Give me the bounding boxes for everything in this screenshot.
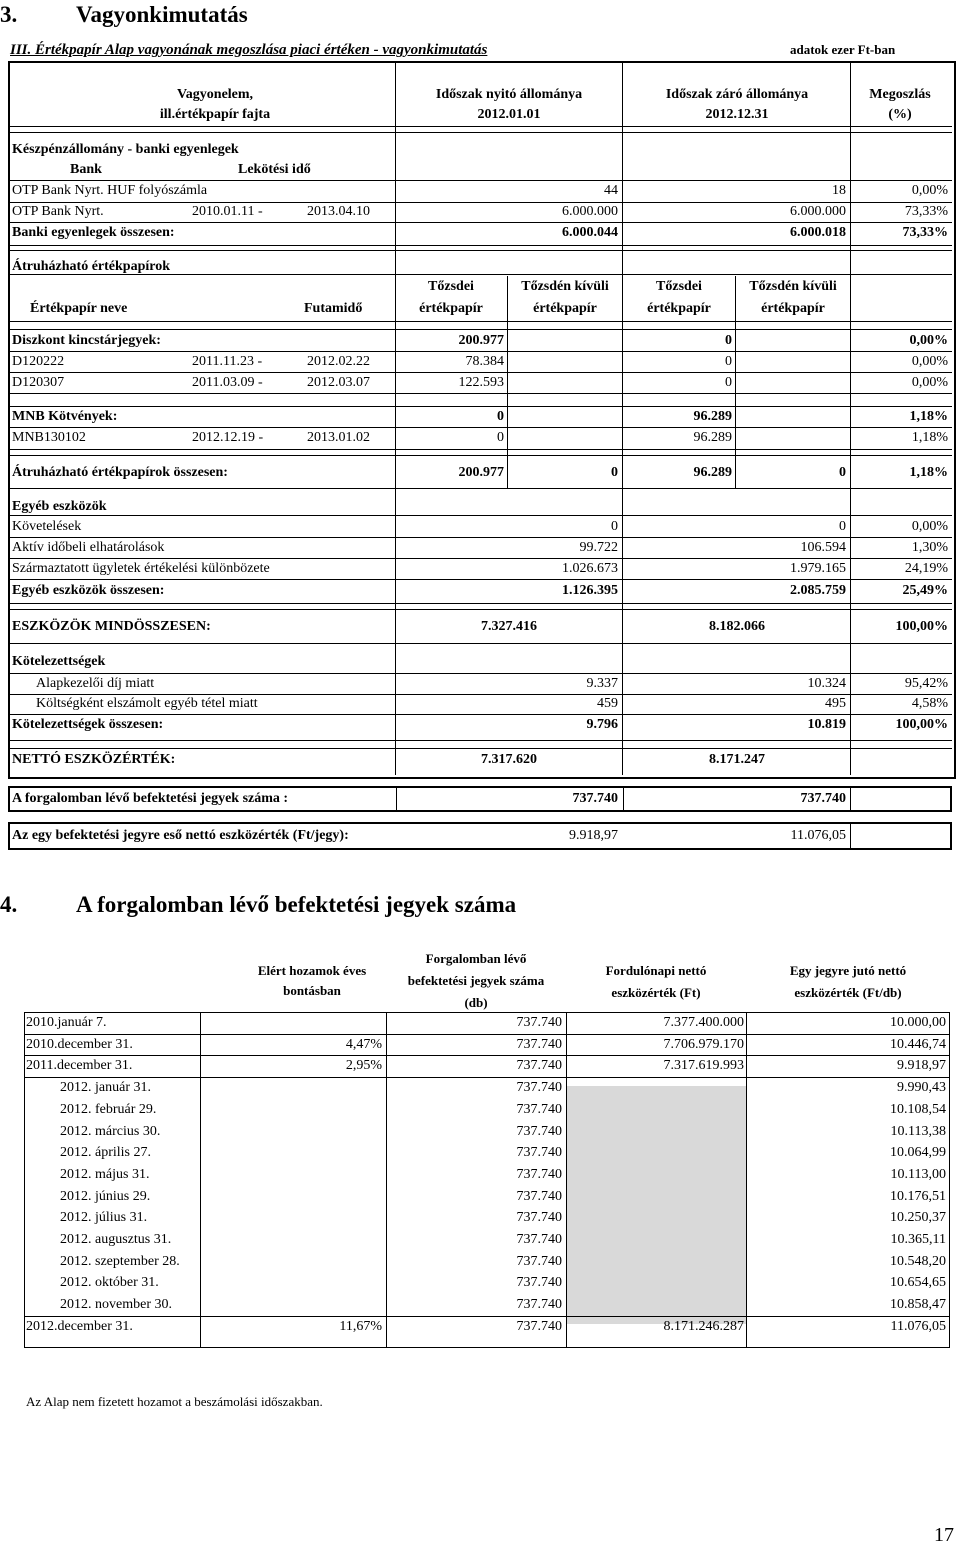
row-per: 10.064,99	[890, 1145, 946, 1161]
kivuli-close-header-1: Tőzsdén kívüli	[749, 279, 837, 294]
footnote: Az Alap nem fizetett hozamot a beszámolási időszakban.	[26, 1394, 323, 1409]
section-title: A forgalomban lévő befektetési jegyek száma	[76, 892, 517, 917]
grid-hline	[10, 748, 952, 749]
other-row-open: 1.026.673	[562, 561, 618, 576]
grid-hline	[10, 488, 952, 489]
grid-hline	[10, 558, 952, 559]
securities-total-pct: 1,18%	[909, 465, 948, 480]
row-per: 10.113,38	[890, 1123, 946, 1139]
row-per: 10.000,00	[890, 1015, 946, 1030]
table-row	[24, 1186, 948, 1208]
grid-hline	[10, 537, 952, 538]
row-count: 737.740	[516, 1297, 562, 1313]
liabilities-title: Kötelezettségek	[12, 654, 106, 669]
liability-row-name: Alapkezelői díj miatt	[36, 676, 155, 691]
row-date: 2012. március 30.	[60, 1123, 161, 1139]
row-per: 10.176,51	[890, 1188, 946, 1204]
grid-vline	[622, 63, 623, 775]
table-row	[24, 1207, 948, 1229]
other-row-open: 0	[611, 519, 618, 534]
row-date: 2012. január 31.	[60, 1080, 151, 1096]
row-per: 11.076,05	[890, 1318, 946, 1334]
nav-header-2: eszközérték (Ft)	[611, 985, 701, 1000]
row-count: 737.740	[516, 1210, 562, 1226]
row-per: 10.858,47	[890, 1297, 946, 1313]
grid-hline	[10, 126, 952, 127]
other-row-pct: 24,19%	[904, 561, 948, 576]
section-4-heading	[0, 892, 516, 918]
section-number: 3.	[0, 2, 18, 27]
count-header-2: befektetési jegyek száma	[407, 973, 545, 988]
securities-total-d: 0	[839, 465, 846, 480]
net-asset-close: 8.171.247	[709, 752, 765, 767]
term-label: Futamidő	[304, 301, 363, 316]
row-date: 2012. szeptember 28.	[60, 1253, 180, 1269]
tozsdei-close-header-2: értékpapír	[647, 301, 711, 316]
lekotes-label: Lekötési idő	[238, 162, 311, 177]
security-row-name: D120222	[12, 354, 65, 369]
row-date: 2012. november 30.	[60, 1297, 172, 1313]
table-row	[24, 1077, 948, 1099]
table-row	[24, 1099, 948, 1121]
cash-section-title: Készpénzállomány - banki egyenlegek	[12, 142, 239, 157]
other-row-close: 106.594	[800, 540, 846, 555]
grid-hline	[10, 455, 952, 456]
cash-row-open: 44	[604, 183, 618, 198]
grid-hline	[10, 740, 952, 741]
grid-hline	[10, 222, 952, 223]
grid-hline	[10, 372, 952, 373]
other-row-name: Származtatott ügyletek értékelési különbözete	[12, 561, 270, 576]
assets-total-open: 7.327.416	[481, 619, 537, 634]
row-date: 2012. október 31.	[60, 1275, 159, 1291]
col-header-close-1: Időszak záró állománya	[665, 87, 809, 102]
grid-hline	[10, 643, 952, 644]
row-date: 2011.december 31.	[26, 1058, 133, 1074]
col-header-pct-2: (%)	[888, 107, 912, 122]
security-group-c: 96.289	[693, 409, 732, 424]
cash-row-name: OTP Bank Nyrt. HUF folyószámla	[12, 183, 208, 198]
liabilities-total-close: 10.819	[807, 717, 846, 732]
table-row	[24, 1121, 948, 1143]
grid-hline	[10, 603, 952, 604]
row-count: 737.740	[516, 1058, 562, 1074]
security-group-a: 200.977	[458, 333, 504, 348]
per-unit-open: 9.918,97	[569, 828, 618, 843]
security-group-a: 0	[497, 409, 504, 424]
security-row-a: 122.593	[458, 375, 504, 390]
securities-title: Átruházható értékpapírok	[12, 259, 171, 274]
liability-row-pct: 4,58%	[911, 696, 948, 711]
row-per: 10.446,74	[890, 1036, 946, 1052]
row-yield: 2,95%	[345, 1058, 382, 1074]
row-date: 2010.december 31.	[26, 1036, 133, 1052]
security-row-from: 2011.11.23 -	[192, 354, 263, 369]
units-note: adatok ezer Ft-ban	[790, 42, 896, 57]
cash-total-pct: 73,33%	[902, 225, 948, 240]
security-name-label: Értékpapír neve	[30, 301, 128, 316]
per-header-2: eszközérték (Ft/db)	[794, 985, 902, 1000]
table-row	[24, 1229, 948, 1251]
security-row-c: 0	[725, 354, 732, 369]
cash-total-close: 6.000.018	[790, 225, 846, 240]
section-title: Vagyonkimutatás	[76, 2, 248, 27]
assets-total-label: ESZKÖZÖK MINDÖSSZESEN:	[12, 619, 211, 634]
grid-hline	[10, 351, 952, 352]
row-count: 737.740	[516, 1123, 562, 1139]
kivuli-header-2: értékpapír	[533, 301, 597, 316]
grid-hline	[10, 132, 952, 133]
row-nav: 7.706.979.170	[663, 1036, 744, 1052]
row-date: 2010.január 7.	[26, 1015, 107, 1030]
row-count: 737.740	[516, 1036, 562, 1052]
row-date: 2012. július 31.	[60, 1210, 148, 1226]
security-row-c: 96.289	[693, 430, 732, 445]
security-group-c: 0	[725, 333, 732, 348]
row-nav: 8.171.246.287	[663, 1318, 744, 1334]
row-count: 737.740	[516, 1253, 562, 1269]
row-count: 737.740	[516, 1318, 562, 1334]
cash-row-close: 6.000.000	[790, 204, 846, 219]
liabilities-total-label: Kötelezettségek összesen:	[12, 717, 164, 732]
units-count-label: A forgalomban lévő befektetési jegyek száma :	[12, 791, 289, 806]
table-row	[24, 1034, 948, 1056]
other-row-close: 1.979.165	[790, 561, 846, 576]
row-count: 737.740	[516, 1188, 562, 1204]
other-row-name: Követelések	[12, 519, 82, 534]
grid-hline	[10, 579, 952, 580]
section-number: 4.	[0, 892, 18, 917]
grid-hline	[10, 329, 952, 330]
grid-hline	[10, 406, 952, 407]
section-3-heading	[0, 2, 248, 28]
per-header-1: Egy jegyre jutó nettó	[789, 963, 907, 978]
grid-hline	[10, 321, 952, 322]
other-row-close: 0	[839, 519, 846, 534]
table-row	[24, 1316, 948, 1338]
table-row	[24, 1251, 948, 1273]
col-header-open-1: Időszak nyitó állománya	[435, 87, 583, 102]
row-count: 737.740	[516, 1101, 562, 1117]
liabilities-total-pct: 100,00%	[895, 717, 948, 732]
count-header-3: (db)	[464, 995, 488, 1010]
security-row-to: 2013.01.02	[307, 430, 370, 445]
row-date: 2012. április 27.	[60, 1145, 151, 1161]
security-row-to: 2012.02.22	[307, 354, 370, 369]
units-count-close: 737.740	[800, 791, 846, 806]
liability-row-pct: 95,42%	[904, 676, 948, 691]
security-row-from: 2011.03.09 -	[192, 375, 263, 390]
cash-row-name: OTP Bank Nyrt.	[12, 204, 104, 219]
cash-row-open: 6.000.000	[562, 204, 618, 219]
other-row-open: 99.722	[579, 540, 618, 555]
row-per: 10.250,37	[890, 1210, 946, 1226]
grid-hline	[10, 449, 952, 450]
other-total-label: Egyéb eszközök összesen:	[12, 583, 165, 598]
securities-total-a: 200.977	[458, 465, 504, 480]
grid-hline	[10, 673, 952, 674]
other-total-close: 2.085.759	[790, 583, 846, 598]
grid-hline	[10, 515, 952, 516]
cash-row-pct: 0,00%	[911, 183, 948, 198]
security-row-name: MNB130102	[12, 430, 86, 445]
other-total-open: 1.126.395	[562, 583, 618, 598]
net-asset-label: NETTÓ ESZKÖZÉRTÉK:	[12, 752, 176, 767]
page-number: 17	[934, 1524, 954, 1546]
row-date: 2012. augusztus 31.	[60, 1232, 172, 1247]
table-subtitle: III. Értékpapír Alap vagyonának megoszlása piaci értéken - vagyonkimutatás	[10, 42, 488, 58]
row-nav: 7.317.619.993	[663, 1058, 744, 1074]
table-row	[24, 1142, 948, 1164]
assets-total-close: 8.182.066	[709, 619, 765, 634]
row-date: 2012. május 31.	[60, 1166, 150, 1182]
row-count: 737.740	[516, 1145, 562, 1161]
row-yield: 11,67%	[339, 1318, 382, 1334]
liabilities-total-open: 9.796	[586, 717, 618, 732]
security-group-name: MNB Kötvények:	[12, 409, 118, 424]
tozsdei-close-header-1: Tőzsdei	[656, 279, 702, 294]
liability-row-open: 459	[597, 696, 618, 711]
grid-hline	[10, 393, 952, 394]
securities-total-c: 96.289	[693, 465, 732, 480]
liability-row-name: Költségként elszámolt egyéb tétel miatt	[36, 696, 258, 711]
other-row-name: Aktív időbeli elhatárolások	[12, 540, 165, 555]
other-row-pct: 1,30%	[911, 540, 948, 555]
row-count: 737.740	[516, 1015, 562, 1030]
row-per: 10.365,11	[890, 1232, 946, 1247]
yield-header-1: Elért hozamok éves	[257, 963, 367, 978]
row-count: 737.740	[516, 1232, 562, 1247]
security-group-name: Diszkont kincstárjegyek:	[12, 333, 161, 348]
grid-hline	[10, 180, 952, 181]
yield-header-2: bontásban	[283, 983, 341, 998]
row-date: 2012. február 29.	[60, 1101, 157, 1117]
security-group-pct: 1,18%	[909, 409, 948, 424]
grid-hline	[10, 245, 952, 246]
cash-row-to: 2013.04.10	[307, 204, 370, 219]
kivuli-header-1: Tőzsdén kívüli	[521, 279, 609, 294]
security-row-name: D120307	[12, 375, 65, 390]
col-header-open-2: 2012.01.01	[477, 107, 541, 122]
other-assets-title: Egyéb eszközök	[12, 499, 107, 514]
securities-total-label: Átruházható értékpapírok összesen:	[12, 465, 228, 480]
per-unit-label: Az egy befektetési jegyre eső nettó eszközérték (Ft/jegy):	[12, 828, 349, 843]
security-row-a: 0	[497, 430, 504, 445]
row-nav: 7.377.400.000	[663, 1015, 744, 1030]
grid-hline	[10, 250, 952, 251]
grid-hline	[10, 609, 952, 610]
row-per: 10.654,65	[890, 1275, 946, 1291]
table-row	[24, 1164, 948, 1186]
liability-row-open: 9.337	[586, 676, 618, 691]
cash-row-from: 2010.01.11 -	[192, 204, 263, 219]
bank-label: Bank	[70, 162, 102, 177]
security-row-to: 2012.03.07	[307, 375, 370, 390]
table-row	[24, 1272, 948, 1294]
security-row-pct: 0,00%	[911, 354, 948, 369]
table-row	[24, 1012, 948, 1034]
security-row-from: 2012.12.19 -	[192, 430, 264, 445]
row-per: 10.548,20	[890, 1253, 946, 1269]
assets-total-pct: 100,00%	[895, 619, 948, 634]
cash-row-close: 18	[832, 183, 846, 198]
security-row-pct: 0,00%	[911, 375, 948, 390]
count-header-1: Forgalomban lévő	[425, 951, 527, 966]
tozsdei-header-2: értékpapír	[419, 301, 483, 316]
liability-row-close: 495	[825, 696, 846, 711]
table-row	[24, 1055, 948, 1077]
security-row-a: 78.384	[465, 354, 504, 369]
row-date: 2012.december 31.	[26, 1318, 133, 1334]
row-count: 737.740	[516, 1166, 562, 1182]
row-per: 10.108,54	[890, 1101, 946, 1117]
cash-total-label: Banki egyenlegek összesen:	[12, 225, 175, 240]
kivuli-close-header-2: értékpapír	[761, 301, 825, 316]
row-per: 9.990,43	[897, 1080, 946, 1096]
col-header-pct-1: Megoszlás	[869, 87, 931, 102]
security-row-pct: 1,18%	[911, 430, 948, 445]
security-row-c: 0	[725, 375, 732, 390]
col-header-item-1: Vagyonelem,	[176, 87, 254, 102]
row-yield: 4,47%	[345, 1036, 382, 1052]
other-total-pct: 25,49%	[902, 583, 948, 598]
row-per: 10.113,00	[890, 1166, 946, 1182]
cash-total-open: 6.000.044	[562, 225, 618, 240]
table-row	[24, 1294, 948, 1316]
securities-total-b: 0	[611, 465, 618, 480]
units-count-open: 737.740	[572, 791, 618, 806]
security-group-pct: 0,00%	[909, 333, 948, 348]
col-header-close-2: 2012.12.31	[705, 107, 769, 122]
liability-row-close: 10.324	[807, 676, 846, 691]
cash-row-pct: 73,33%	[904, 204, 948, 219]
col-header-item-2: ill.értékpapír fajta	[159, 107, 271, 122]
grid-hline	[10, 427, 952, 428]
row-count: 737.740	[516, 1275, 562, 1291]
row-per: 9.918,97	[897, 1058, 946, 1074]
other-row-pct: 0,00%	[911, 519, 948, 534]
net-asset-open: 7.317.620	[481, 752, 537, 767]
tozsdei-header-1: Tőzsdei	[428, 279, 474, 294]
row-date: 2012. június 29.	[60, 1188, 151, 1204]
per-unit-close: 11.076,05	[790, 828, 846, 843]
row-count: 737.740	[516, 1080, 562, 1096]
grid-hline	[10, 714, 952, 715]
nav-header-1: Fordulónapi nettó	[605, 963, 707, 978]
